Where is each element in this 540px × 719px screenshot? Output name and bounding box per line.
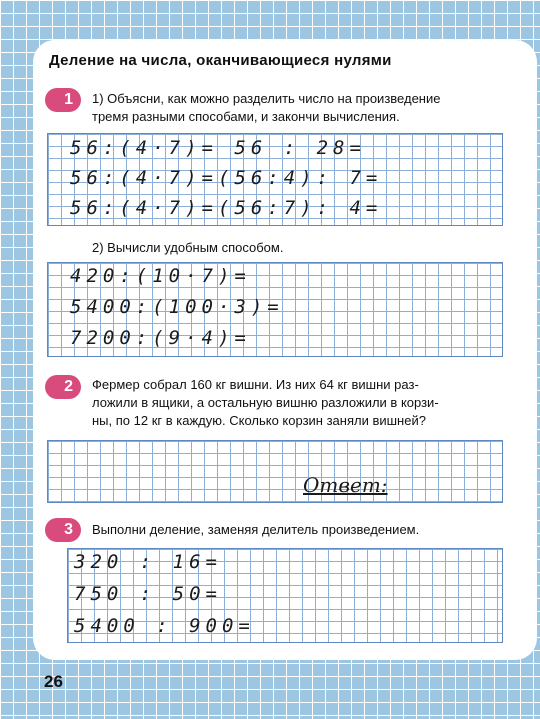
task-3-expr-2: 750 : 50= [74, 583, 222, 605]
task-2-line-1: Фермер собрал 160 кг вишни. Из них 64 кг вишни раз- [92, 377, 419, 392]
task-1-expr-1: 56:(4·7)= 56 : 28= [70, 137, 366, 159]
task-1-expr-2: 56:(4·7)=(56:4): 7= [70, 167, 383, 189]
task-3-expr-1: 320 : 16= [74, 551, 222, 573]
task-2-line-3: ны, по 12 кг в каждую. Сколько корзин заняли вишней? [92, 413, 426, 428]
task-1-expr-4: 420:(10·7)= [70, 265, 251, 287]
task-1-expr-6: 7200:(9·4)= [70, 327, 251, 349]
task-1-expr-5: 5400:(100·3)= [70, 296, 284, 318]
task-1-grid-b[interactable] [47, 262, 503, 357]
task-1-part1-line1: 1) Объясни, как можно разделить число на произведение [92, 91, 441, 106]
page-number: 26 [44, 672, 63, 691]
task-3-badge: 3 [45, 518, 81, 542]
task-1-badge: 1 [45, 88, 81, 112]
task-3-text: Выполни деление, заменяя делитель произведением. [92, 522, 420, 537]
task-2-line-2: ложили в ящики, а остальную вишню разложили в корзи- [92, 395, 439, 410]
task-2-grid[interactable] [47, 440, 503, 503]
page-sheet [33, 40, 537, 660]
task-1-part2: 2) Вычисли удобным способом. [92, 240, 284, 255]
task-1-grid-a[interactable] [47, 133, 503, 226]
task-1-expr-3: 56:(4·7)=(56:7): 4= [70, 197, 383, 219]
task-2-answer-label: Ответ: [303, 473, 388, 497]
task-3-expr-3: 5400 : 900= [74, 615, 255, 637]
task-3-grid[interactable] [67, 548, 503, 643]
page-title: Деление на числа, оканчивающиеся нулями [49, 52, 392, 69]
task-2-badge: 2 [45, 375, 81, 399]
task-1-part1-line2: тремя разными способами, и закончи вычисления. [92, 109, 400, 124]
